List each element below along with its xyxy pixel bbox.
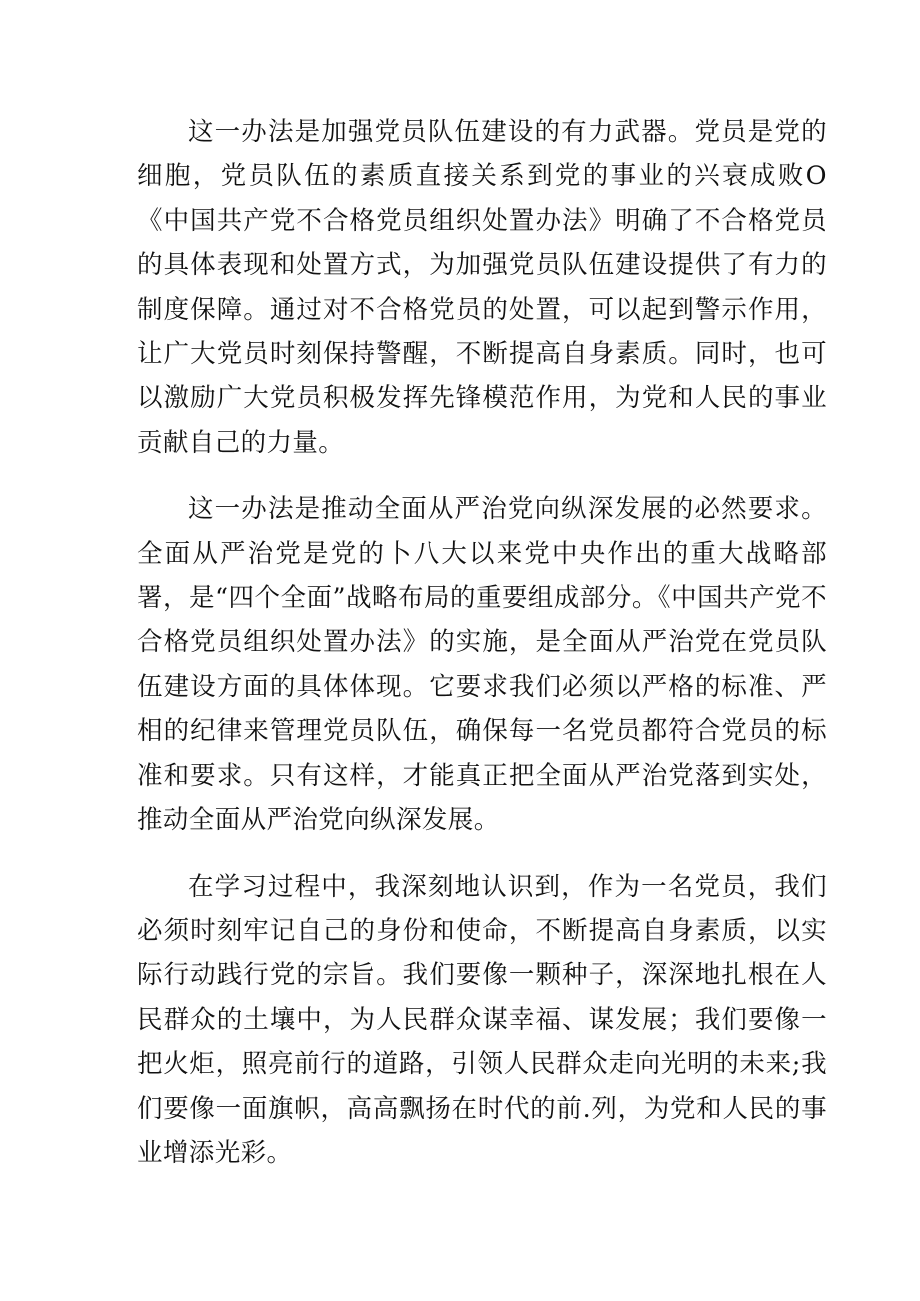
paragraph-2: 这一办法是推动全面从严治党向纵深发展的必然要求。全面从严治党是党的卜八大以来党中央作出的重大战略部署，是“四个全面”战略布局的重要组成部分。《中国共产党不合格党员组织处置办法》的实施，是全面从严治党在党员队伍建设方面的具体体现。它要求我们必须以严格的标准、严相的纪律来管理党员队伍，确保每一名党员都符合党员的标准和要求。只有这样，才能真正把全面从严治党落到实处，推动全面从严治党向纵深发展。	[137, 494, 827, 836]
document-body	[137, 110, 827, 1175]
paragraph-3: 在学习过程中，我深刻地认识到，作为一名党员，我们必须时刻牢记自己的身份和使命，不断提高自身素质，以实际行动践行党的宗旨。我们要像一颗种子，深深地扎根在人民群众的土壤中，为人民群众谋幸福、谋发展；我们要像一把火炬，照亮前行的道路，引领人民群众走向光明的未来;我们要像一面旗帜，高高飘扬在时代的前.列，为党和人民的事业增添光彩。	[137, 871, 827, 1168]
paragraph-1: 这一办法是加强党员队伍建设的有力武器。党员是党的细胞，党员队伍的素质直接关系到党的事业的兴衰成败O《中国共产党不合格党员组织处置办法》明确了不合格党员的具体表现和处置方式，为加强党员队伍建设提供了有力的制度保障。通过对不合格党员的处置，可以起到警示作用，让广大党员时刻保持警醒，不断提高自身素质。同时，也可以激励广大党员积极发挥先锋模范作用，为党和人民的事业贡献自己的力量。	[137, 117, 827, 458]
